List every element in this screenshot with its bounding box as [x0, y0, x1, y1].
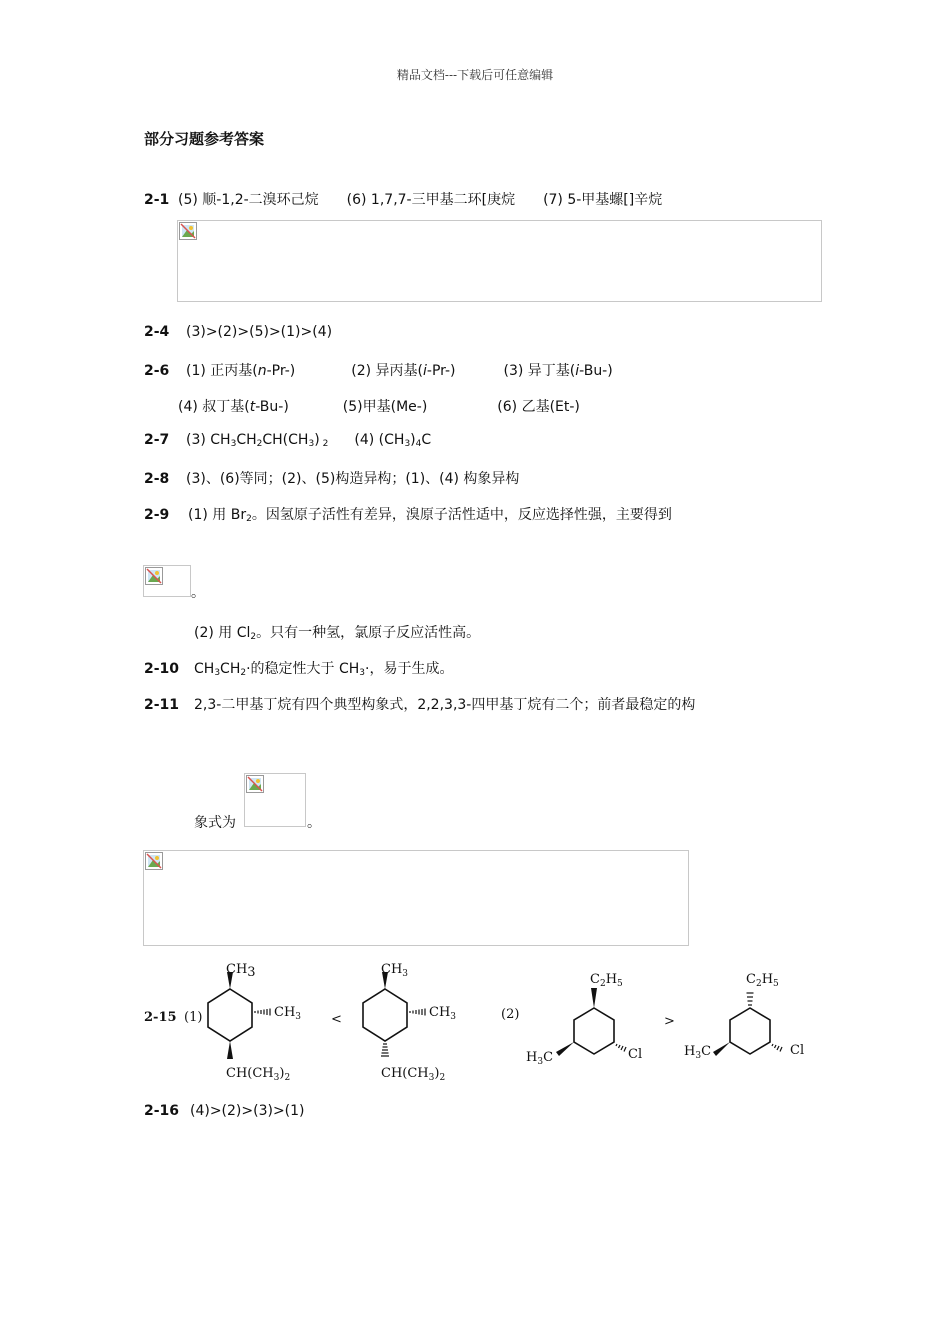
period: 。: [191, 585, 205, 601]
question-number: 2-10: [144, 661, 180, 677]
page-header: 精品文档---下载后可任意编辑: [396, 68, 554, 82]
structure-1a: [200, 955, 320, 1090]
hash-bond: [410, 1009, 425, 1016]
question-number: 2-9: [144, 507, 170, 523]
cyclohexane-ring: [574, 1008, 614, 1054]
question-number: 2-6: [144, 363, 170, 379]
broken-image-icon: [246, 775, 264, 793]
item-5: (5)甲基(Me-): [342, 399, 428, 415]
broken-image: [143, 850, 689, 946]
greater-than-sign: >: [664, 1014, 675, 1029]
part-1-label: (1): [184, 1010, 203, 1025]
structure-2a: [520, 960, 660, 1070]
answer-text: (3)>(2)>(5)>(1)>(4): [186, 324, 333, 340]
question-number: 2-16: [144, 1103, 180, 1119]
answer-2-11: [144, 694, 695, 714]
question-number: 2-1: [144, 192, 170, 208]
answer-2-4: [144, 324, 332, 340]
answer-2-6-line2: [178, 396, 580, 416]
formula-4: (4) $(CH_3)_4C$: [354, 432, 432, 449]
wedge-bond: [591, 988, 597, 1008]
hash-bond: [381, 1044, 389, 1056]
formula-3: (3) $CH_3CH_2CH(CH_3)$ $_2$: [186, 432, 329, 449]
label-c2h5: $C_2H_5$: [590, 972, 623, 989]
broken-image: [244, 773, 306, 827]
answer-2-8: [144, 468, 519, 488]
hash-bond: [747, 993, 754, 1005]
broken-image: [143, 565, 191, 597]
hash-bond: [772, 1044, 782, 1052]
answer-text: $CH_3CH_2\cdot$的稳定性大于 $CH_3\cdot$，易于生成。: [194, 661, 454, 678]
question-number: 2-7: [144, 432, 170, 448]
broken-image: [177, 220, 822, 302]
label-isopropyl: $CH(CH_3)_2$: [226, 1066, 291, 1083]
answer-2-6-line1: [144, 360, 613, 380]
answer-text: (3)、(6)等同；(2)、(5)构造异构；(1)、(4) 构象异构: [186, 471, 520, 487]
label-ch3: $CH_3$: [274, 1005, 302, 1022]
question-number: 2-11: [144, 697, 180, 713]
wedge-bond: [556, 1042, 574, 1056]
cyclohexane-ring: [730, 1008, 770, 1054]
item-6: (6) 乙基(Et-): [497, 399, 580, 415]
hash-bond: [255, 1009, 270, 1016]
wedge-bond: [227, 1041, 233, 1059]
answer-2-16: [144, 1103, 305, 1119]
page-title: 部分习题参考答案: [144, 130, 265, 148]
answer-2-9-line2: (2) 用 $Cl_2$。只有一种氢，氯原子反应活性高。: [194, 625, 481, 642]
less-than-sign: <: [331, 1012, 342, 1027]
answer-text: (1) 用 $Br_2$。因氢原子活性有差异，溴原子活性适中，反应选择性强，主要得到: [188, 507, 672, 524]
answer-text: 2,3-二甲基丁烷有四个典型构象式，2,2,3,3-四甲基丁烷有二个；前者最稳定的构: [194, 697, 696, 713]
broken-image-icon: [145, 567, 163, 585]
answer-2-7: [144, 432, 431, 449]
item-2: (2) 异丙基(i-Pr-): [351, 363, 456, 379]
label-h3c: $H_3C$: [526, 1050, 554, 1067]
question-number: 2-4: [144, 324, 170, 340]
structure-1b: [355, 955, 475, 1090]
question-number: 2-8: [144, 471, 170, 487]
item-4: (4) 叔丁基(t-Bu-): [178, 399, 289, 415]
answer-text: (5) 顺-1,2-二溴环己烷 (6) 1,7,7-三甲基二环[庚烷 (7) 5-甲基螺[]辛烷: [178, 192, 663, 208]
item-1: (1) 正丙基(n-Pr-): [186, 363, 296, 379]
answer-text: (4)>(2)>(3)>(1): [190, 1103, 305, 1119]
broken-image-icon: [145, 852, 163, 870]
question-number-2-15: 2-15: [144, 1010, 177, 1025]
period: 。: [307, 815, 321, 831]
label-ch3: CH3: [226, 962, 256, 980]
answer-2-9-line1: [144, 504, 672, 524]
hash-bond: [616, 1044, 626, 1052]
item-3: (3) 异丁基(i-Bu-): [503, 363, 613, 379]
answer-2-10: [144, 658, 453, 678]
cyclohexane-ring: [363, 989, 407, 1041]
label-cl: Cl: [790, 1043, 805, 1058]
cyclohexane-ring: [208, 989, 252, 1041]
label-h3c: $H_3C$: [684, 1044, 712, 1061]
label-cl: Cl: [628, 1047, 643, 1062]
broken-image-icon: [179, 222, 197, 240]
structure-2b: [680, 960, 820, 1070]
answer-2-1: [144, 189, 662, 209]
wedge-bond: [713, 1042, 730, 1056]
label-ch3: $CH_3$: [429, 1005, 457, 1022]
label-ch3: $CH_3$: [381, 962, 409, 979]
answer-2-11-cont: 象式为: [194, 815, 236, 831]
label-isopropyl: $CH(CH_3)_2$: [381, 1066, 446, 1083]
part-2-label: (2): [501, 1007, 520, 1022]
label-c2h5: $C_2H_5$: [746, 972, 779, 989]
